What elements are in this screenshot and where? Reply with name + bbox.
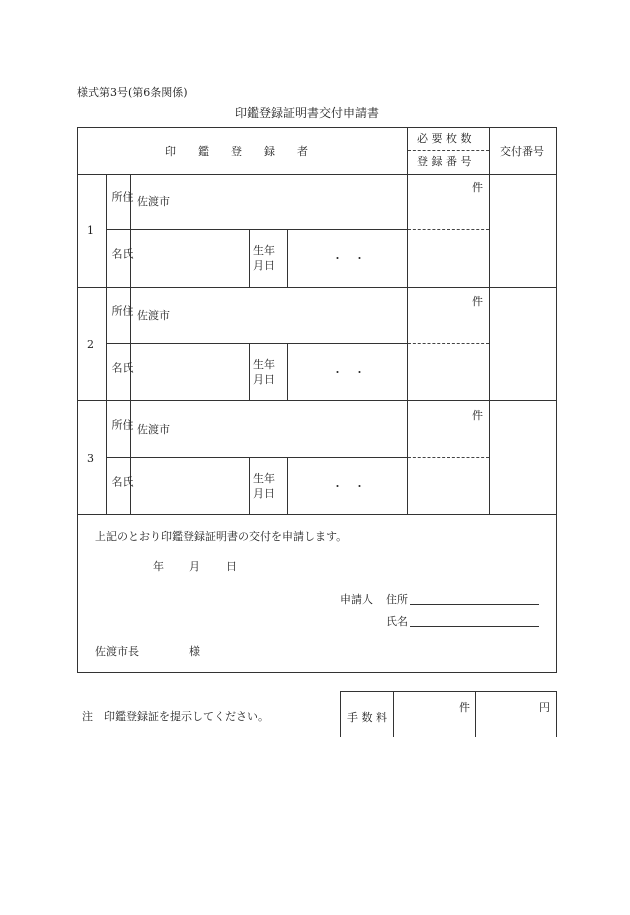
dob-separators: ・ ・ [332, 366, 365, 379]
form-number: 様式第3号(第6条関係) [77, 86, 188, 99]
dob-separators: ・ ・ [332, 252, 365, 265]
address-value: 佐渡市 [137, 195, 170, 208]
address-label: 住所 [110, 304, 134, 324]
honorific: 様 [189, 645, 200, 658]
row-number: 2 [87, 338, 94, 351]
required-count-header: 必 要 枚 数 [417, 132, 472, 145]
issue-number-header: 交付番号 [500, 145, 544, 158]
note: 注 印鑑登録証を提示してください。 [82, 710, 269, 723]
address-label: 住所 [110, 418, 134, 438]
name-label: 氏名 [110, 247, 134, 267]
fee-yen-unit: 円 [539, 701, 550, 714]
form-title: 印鑑登録証明書交付申請書 [235, 106, 380, 120]
count-unit: 件 [472, 181, 483, 194]
dob-label: 生年月日 [253, 358, 275, 386]
count-unit: 件 [472, 409, 483, 422]
date-year: 年 [153, 560, 164, 573]
addressee: 佐渡市長 [95, 645, 139, 658]
application-statement: 上記のとおり印鑑登録証明書の交付を申請します。 [95, 530, 348, 543]
count-unit: 件 [472, 295, 483, 308]
row-number: 1 [87, 224, 94, 237]
row-number: 3 [87, 452, 94, 465]
dob-label: 生年月日 [253, 472, 275, 500]
dob-separators: ・ ・ [332, 480, 365, 493]
applicant-address-label: 住所 [386, 593, 408, 606]
address-label: 住所 [110, 190, 134, 210]
registration-number-header: 登 録 番 号 [417, 155, 472, 168]
address-value: 佐渡市 [137, 423, 170, 436]
dob-label: 生年月日 [253, 244, 275, 272]
date-day: 日 [226, 560, 237, 573]
address-value: 佐渡市 [137, 309, 170, 322]
applicant-name-label: 氏名 [386, 615, 408, 628]
date-month: 月 [189, 560, 200, 573]
name-label: 氏名 [110, 361, 134, 381]
fee-count-unit: 件 [459, 701, 470, 714]
registrant-header: 印 鑑 登 録 者 [165, 145, 308, 158]
applicant-label: 申請人 [340, 593, 373, 606]
fee-label: 手 数 料 [347, 711, 387, 724]
name-label: 氏名 [110, 475, 134, 495]
